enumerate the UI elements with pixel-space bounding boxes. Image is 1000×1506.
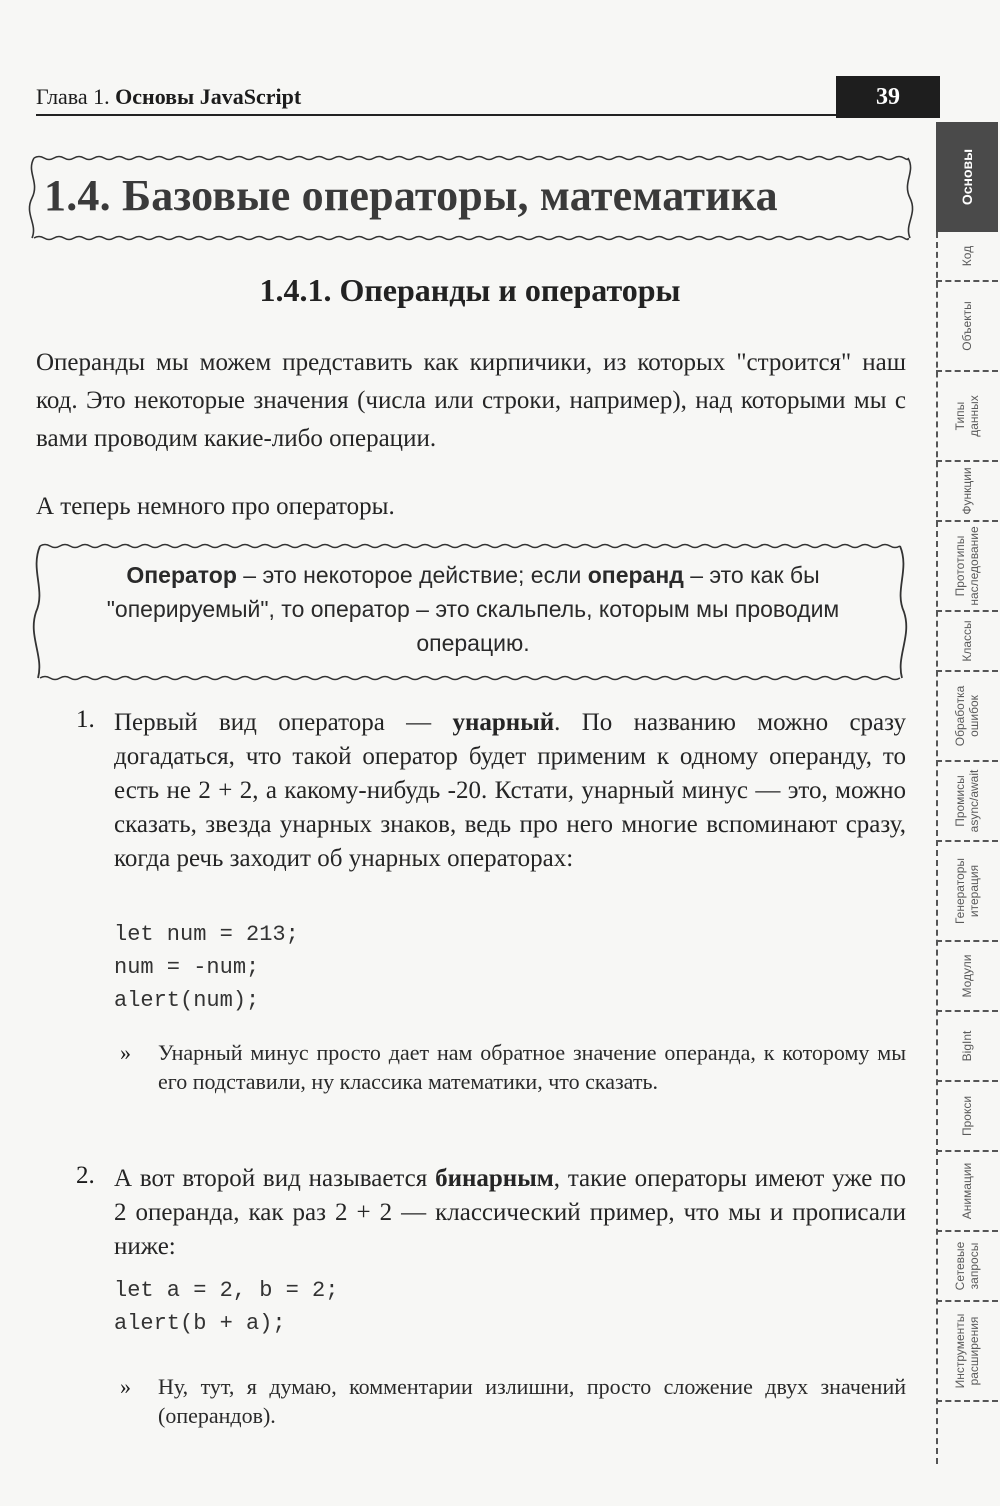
side-index-label: Промисы async/await <box>953 769 981 833</box>
side-index-label: Инструменты расширения <box>953 1313 981 1389</box>
side-index-tab <box>936 522 998 612</box>
item-term: бинарным <box>435 1165 554 1192</box>
side-index-tab <box>936 612 998 672</box>
running-head <box>36 84 301 110</box>
side-index-tab <box>936 122 998 232</box>
side-index-tab <box>936 1232 998 1302</box>
side-index-label: Прототипы наследование <box>953 526 981 606</box>
callout-text-part1: – это некоторое действие; если <box>236 562 588 588</box>
item-term: унарный <box>452 709 555 736</box>
note-marker: » <box>120 1040 131 1065</box>
note-binary: Ну, тут, я думаю, комментарии излишни, просто сложение двух значений (операндов). <box>158 1374 906 1428</box>
side-index-label: Обработка ошибок <box>953 685 981 747</box>
item-text: , такие операторы имеют уже по 2 операнда, как раз 2 + 2 — классический пример, что мы и прописали ниже: <box>114 1165 907 1260</box>
side-index-tab <box>936 672 998 762</box>
item-text: Первый вид оператора — <box>114 709 453 736</box>
side-index-label: Код <box>960 245 974 267</box>
side-index-label: Анимации <box>960 1162 974 1220</box>
side-index-tab <box>936 1082 998 1152</box>
side-index-label: Модули <box>960 954 974 998</box>
side-index-tab <box>936 462 998 522</box>
page-number: 39 <box>836 76 940 118</box>
list-number: 2. <box>76 1162 95 1189</box>
side-index <box>936 122 998 1464</box>
side-index-label: Классы <box>960 620 974 662</box>
list-number: 1. <box>76 706 95 733</box>
side-index-label: Сетевые запросы <box>953 1241 981 1291</box>
side-index-label: Функции <box>960 467 974 515</box>
chapter-title: Основы JavaScript <box>115 84 302 109</box>
paragraph-operands: Операнды мы можем представить как кирпичики, из которых "строится" наш код. Это некоторые значения (числа или строки, например), над которыми мы с вами проводим какие-либо операции. <box>36 349 906 452</box>
list-item-binary <box>114 1162 906 1264</box>
side-index-tab <box>936 762 998 842</box>
code-block-unary: let num = 213; num = -num; alert(num); <box>114 922 299 1013</box>
callout-term-operator: Оператор <box>126 562 237 588</box>
section-title: 1.4. Базовые операторы, математика <box>44 171 778 220</box>
code-block-binary: let a = 2, b = 2; alert(b + a); <box>114 1278 339 1336</box>
side-index-tab <box>936 1152 998 1232</box>
side-index-label: Генераторы итерация <box>953 857 981 925</box>
side-index-tab <box>936 842 998 942</box>
callout-text-part2: – это как бы "оперируемый", то оператор – это скальпель, которым мы проводим операцию. <box>106 562 840 656</box>
header-rule <box>36 114 836 116</box>
section-title-frame <box>24 152 916 244</box>
item-text: . По названию можно сразу догадаться, что такой оператор будет применим к одному операнду, то есть не 2 + 2, а какому-нибудь -20. Кстати, унарный минус — это, можно сказать, звезда унарных знаков, ведь про него многие вспоминают сразу, когда речь заходит об унарных операторах: <box>114 709 906 872</box>
callout-text <box>68 558 878 660</box>
side-index-label: Прокси <box>960 1095 974 1137</box>
side-index-tab <box>936 1012 998 1082</box>
chapter-prefix: Глава 1. <box>36 84 110 109</box>
side-index-tab <box>936 942 998 1012</box>
side-index-tab <box>936 232 998 282</box>
subsection-title: 1.4.1. Операнды и операторы <box>259 272 681 308</box>
list-item-unary <box>114 706 906 876</box>
note-unary: Унарный минус просто дает нам обратное значение операнда, к которому мы его подставили, ну классика математики, что сказать. <box>158 1040 906 1094</box>
side-index-label: Основы <box>959 148 975 206</box>
callout-term-operand: операнд <box>587 562 684 588</box>
side-index-tab <box>936 282 998 372</box>
side-index-label: Типы данных <box>953 395 981 437</box>
side-index-label: BigInt <box>960 1030 974 1062</box>
side-index-label: Объекты <box>960 301 974 351</box>
paragraph-operators-intro: А теперь немного про операторы. <box>36 493 395 520</box>
side-index-tab <box>936 372 998 462</box>
note-marker: » <box>120 1374 131 1399</box>
definition-callout <box>28 540 912 684</box>
side-index-tab <box>936 1302 998 1402</box>
item-text: А вот второй вид называется <box>114 1165 436 1192</box>
